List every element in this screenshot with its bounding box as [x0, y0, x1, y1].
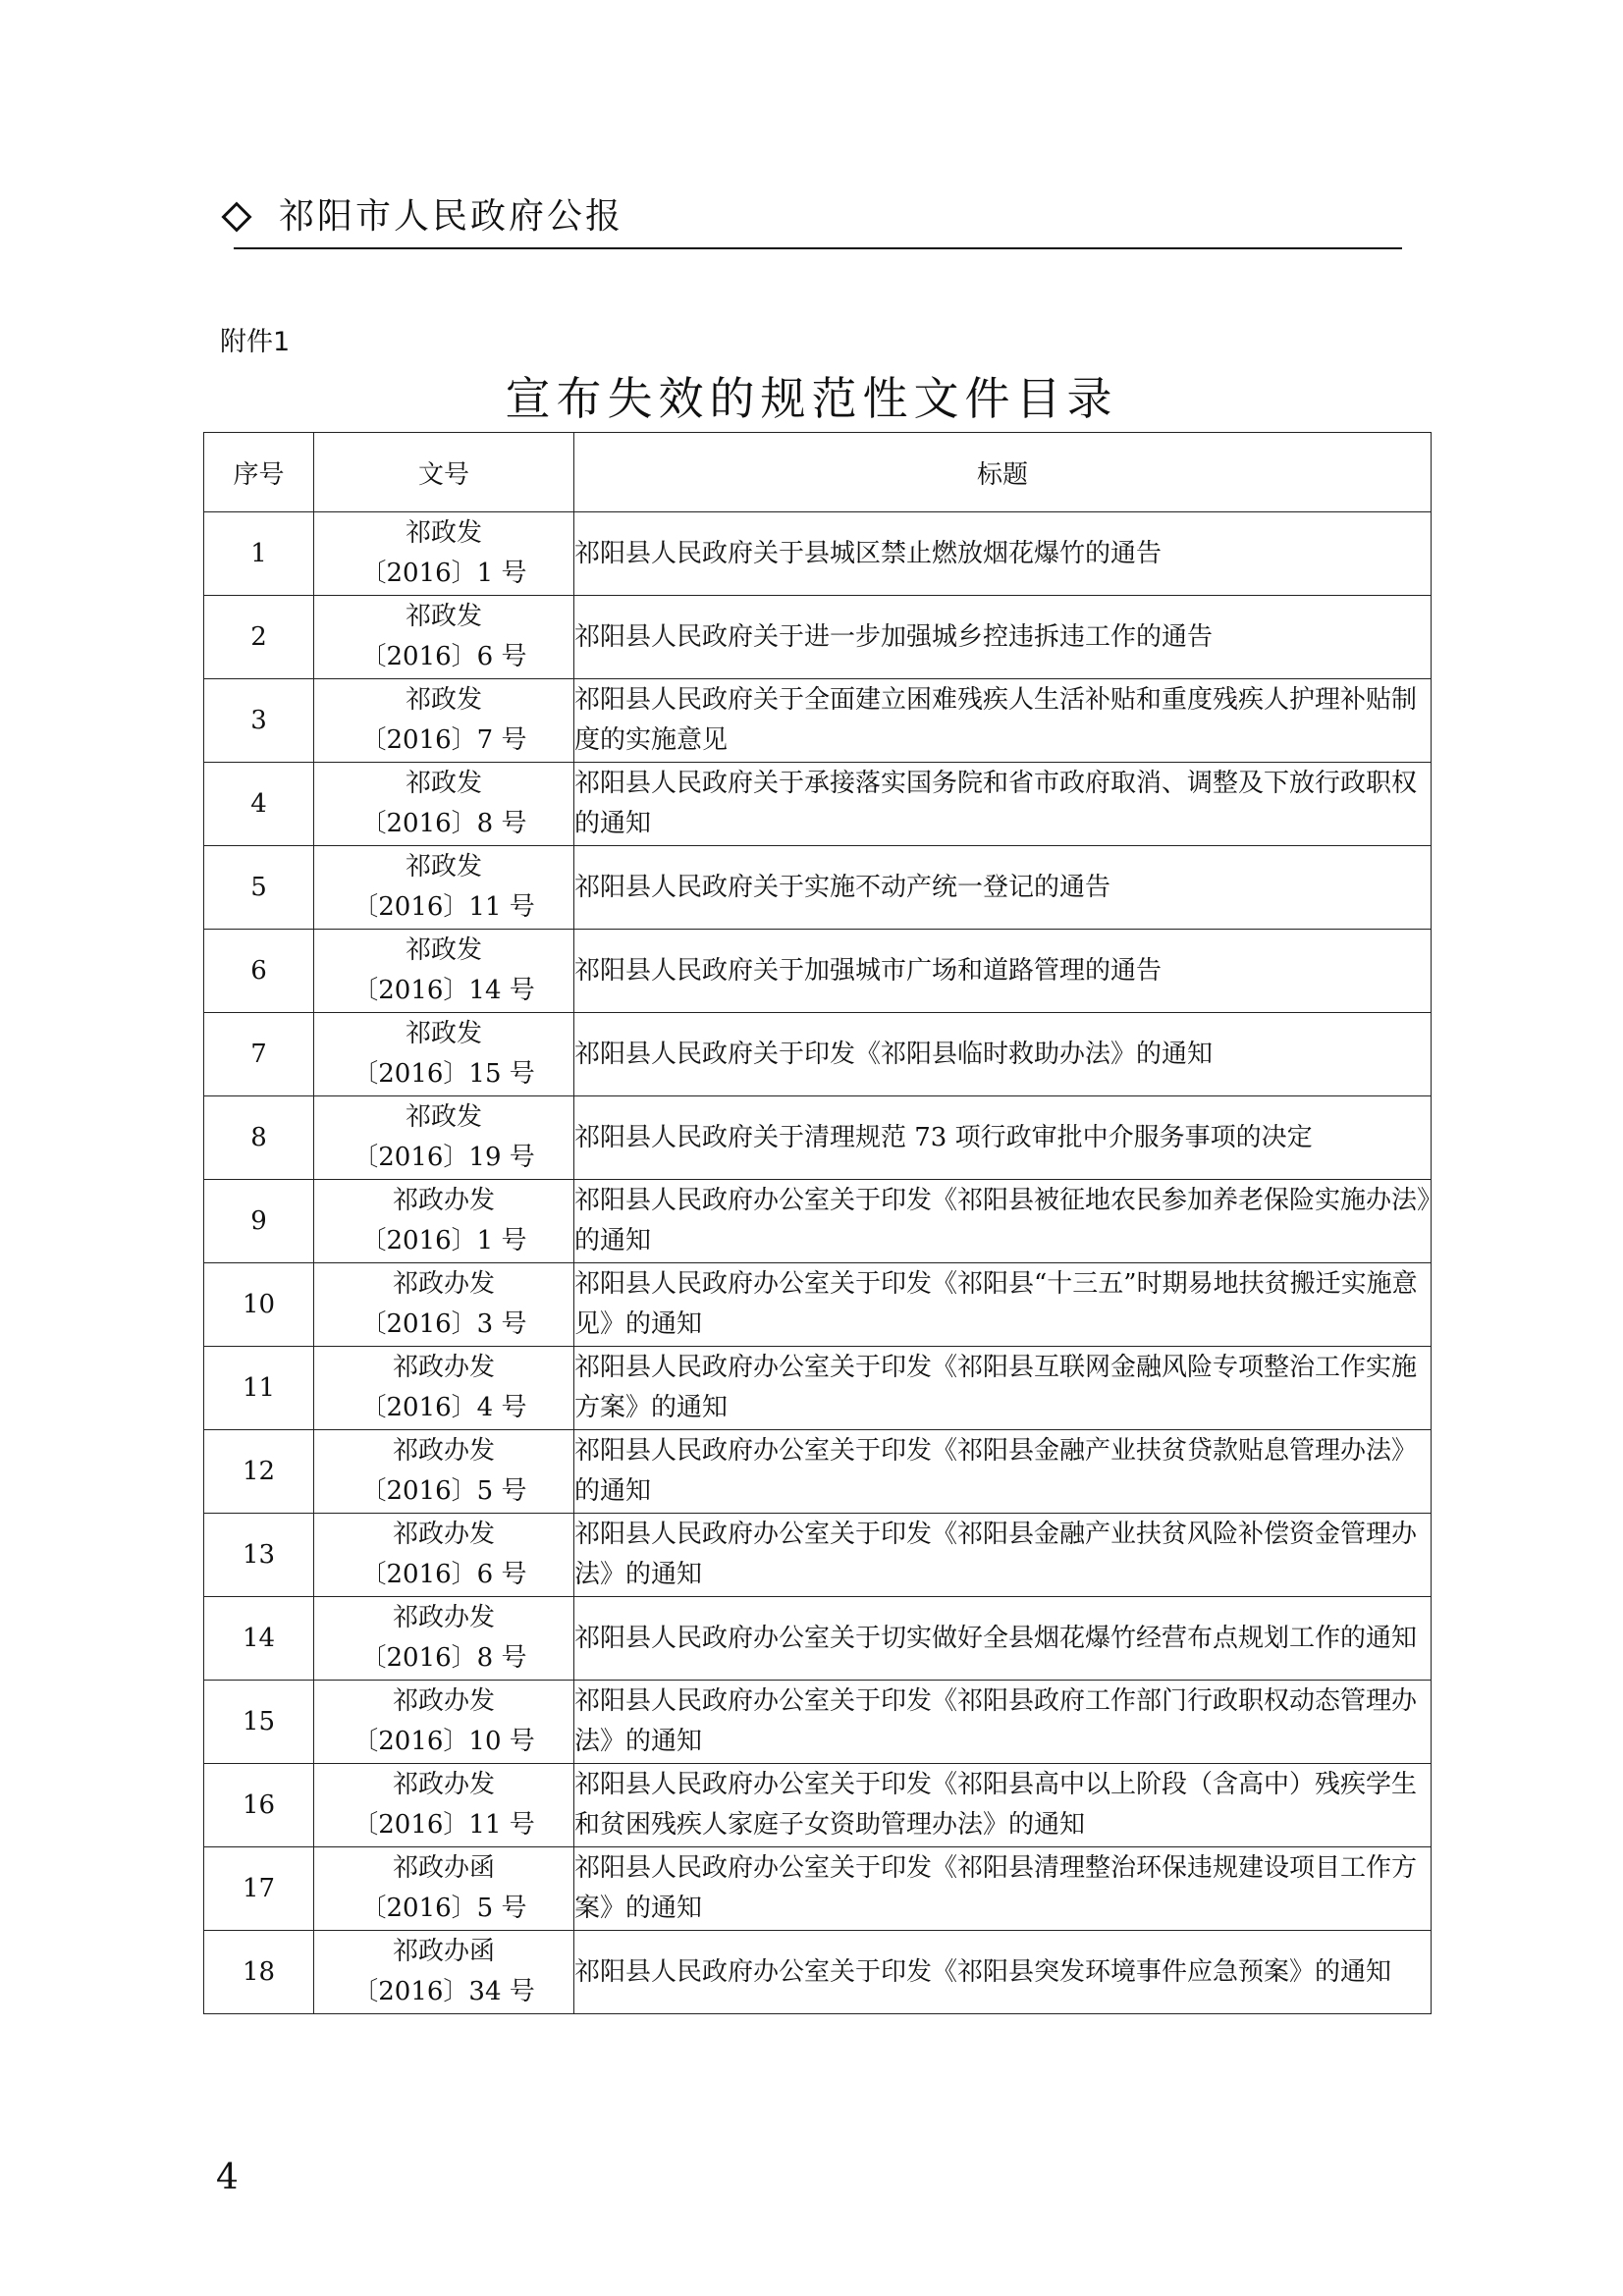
- publication-title: 祁阳市人民政府公报: [279, 196, 624, 237]
- table-header-row: [204, 433, 1432, 512]
- document-title-cell: 祁阳县人民政府关于承接落实国务院和省市政府取消、调整及下放行政职权的通知: [574, 763, 1432, 846]
- doc-number-issuer: 祁政办发: [392, 1603, 495, 1632]
- row-index: 16: [204, 1764, 314, 1847]
- table-row: [204, 679, 1432, 763]
- table-row: [204, 1096, 1432, 1180]
- row-index: 12: [204, 1430, 314, 1514]
- doc-number-cell: [314, 1597, 574, 1681]
- doc-number-issuer: 祁政办发: [392, 1353, 495, 1382]
- doc-number-issuer: 祁政办发: [392, 1269, 495, 1299]
- doc-number-year: 〔2016〕19 号: [352, 1143, 535, 1172]
- doc-number-year: 〔2016〕10 号: [352, 1727, 535, 1756]
- row-index: 13: [204, 1514, 314, 1597]
- document-title-cell: 祁阳县人民政府办公室关于印发《祁阳县被征地农民参加养老保险实施办法》的通知: [574, 1180, 1432, 1263]
- doc-number-cell: [314, 512, 574, 596]
- document-title-cell: 祁阳县人民政府关于进一步加强城乡控违拆违工作的通告: [574, 596, 1432, 679]
- table-row: [204, 1931, 1432, 2014]
- row-index: 17: [204, 1847, 314, 1931]
- doc-number-year: 〔2016〕34 号: [352, 1977, 535, 2006]
- document-title-cell: 祁阳县人民政府关于全面建立困难残疾人生活补贴和重度残疾人护理补贴制度的实施意见: [574, 679, 1432, 763]
- document-title-cell: 祁阳县人民政府办公室关于印发《祁阳县金融产业扶贫风险补偿资金管理办法》的通知: [574, 1514, 1432, 1597]
- table-row: [204, 1597, 1432, 1681]
- document-title-cell: 祁阳县人民政府关于实施不动产统一登记的通告: [574, 846, 1432, 930]
- table-row: [204, 1430, 1432, 1514]
- doc-number-year: 〔2016〕5 号: [360, 1476, 527, 1506]
- table-row: [204, 1263, 1432, 1347]
- row-index: 1: [204, 512, 314, 596]
- doc-number-year: 〔2016〕1 号: [360, 559, 527, 588]
- table-row: [204, 512, 1432, 596]
- doc-number-cell: [314, 930, 574, 1013]
- doc-number-cell: [314, 1263, 574, 1347]
- doc-number-issuer: 祁政发: [405, 1102, 482, 1132]
- doc-number-issuer: 祁政发: [405, 1019, 482, 1048]
- doc-number-year: 〔2016〕6 号: [360, 642, 527, 671]
- doc-number-cell: [314, 1847, 574, 1931]
- doc-number-cell: [314, 1013, 574, 1096]
- doc-number-year: 〔2016〕15 号: [352, 1059, 535, 1089]
- doc-number-year: 〔2016〕11 号: [352, 892, 535, 922]
- doc-number-year: 〔2016〕6 号: [360, 1560, 527, 1589]
- column-header-doc-number: 文号: [314, 433, 574, 512]
- document-title-cell: 祁阳县人民政府关于加强城市广场和道路管理的通告: [574, 930, 1432, 1013]
- doc-number-year: 〔2016〕3 号: [360, 1309, 527, 1339]
- document-title-cell: 祁阳县人民政府办公室关于印发《祁阳县“十三五”时期易地扶贫搬迁实施意见》的通知: [574, 1263, 1432, 1347]
- doc-number-year: 〔2016〕8 号: [360, 1643, 527, 1673]
- document-list-table: [203, 432, 1432, 2014]
- document-title-cell: 祁阳县人民政府办公室关于印发《祁阳县突发环境事件应急预案》的通知: [574, 1931, 1432, 2014]
- doc-number-year: 〔2016〕1 号: [360, 1226, 527, 1255]
- doc-number-issuer: 祁政发: [405, 685, 482, 715]
- doc-number-cell: [314, 1430, 574, 1514]
- doc-number-cell: [314, 1681, 574, 1764]
- document-title-cell: 祁阳县人民政府办公室关于印发《祁阳县高中以上阶段（含高中）残疾学生和贫困残疾人家庭子女资助管理办法》的通知: [574, 1764, 1432, 1847]
- doc-number-issuer: 祁政办发: [392, 1186, 495, 1215]
- row-index: 5: [204, 846, 314, 930]
- doc-number-issuer: 祁政办函: [392, 1937, 495, 1966]
- row-index: 15: [204, 1681, 314, 1764]
- table-row: [204, 930, 1432, 1013]
- row-index: 3: [204, 679, 314, 763]
- doc-number-year: 〔2016〕14 号: [352, 976, 535, 1005]
- column-header-title: 标题: [574, 433, 1432, 512]
- document-title-cell: 祁阳县人民政府关于清理规范 73 项行政审批中介服务事项的决定: [574, 1096, 1432, 1180]
- doc-number-issuer: 祁政发: [405, 852, 482, 881]
- doc-number-issuer: 祁政发: [405, 602, 482, 631]
- doc-number-year: 〔2016〕4 号: [360, 1393, 527, 1422]
- table-row: [204, 1681, 1432, 1764]
- document-title-cell: 祁阳县人民政府关于印发《祁阳县临时救助办法》的通知: [574, 1013, 1432, 1096]
- row-index: 14: [204, 1597, 314, 1681]
- row-index: 6: [204, 930, 314, 1013]
- row-index: 7: [204, 1013, 314, 1096]
- doc-number-cell: [314, 1514, 574, 1597]
- row-index: 10: [204, 1263, 314, 1347]
- doc-number-issuer: 祁政发: [405, 769, 482, 798]
- row-index: 9: [204, 1180, 314, 1263]
- row-index: 11: [204, 1347, 314, 1430]
- row-index: 18: [204, 1931, 314, 2014]
- doc-number-issuer: 祁政办发: [392, 1520, 495, 1549]
- doc-number-year: 〔2016〕7 号: [360, 725, 527, 755]
- table-row: [204, 1847, 1432, 1931]
- doc-number-cell: [314, 763, 574, 846]
- doc-number-cell: [314, 596, 574, 679]
- document-title-cell: 祁阳县人民政府办公室关于印发《祁阳县政府工作部门行政职权动态管理办法》的通知: [574, 1681, 1432, 1764]
- doc-number-year: 〔2016〕8 号: [360, 809, 527, 838]
- row-index: 8: [204, 1096, 314, 1180]
- diamond-icon: [221, 201, 251, 232]
- doc-number-issuer: 祁政发: [405, 935, 482, 965]
- table-row: [204, 1764, 1432, 1847]
- doc-number-issuer: 祁政办函: [392, 1853, 495, 1883]
- document-title-cell: 祁阳县人民政府办公室关于切实做好全县烟花爆竹经营布点规划工作的通知: [574, 1597, 1432, 1681]
- table-row: [204, 1013, 1432, 1096]
- doc-number-issuer: 祁政办发: [392, 1770, 495, 1799]
- row-index: 4: [204, 763, 314, 846]
- doc-number-cell: [314, 1764, 574, 1847]
- doc-number-cell: [314, 846, 574, 930]
- doc-number-cell: [314, 1347, 574, 1430]
- document-title-cell: 祁阳县人民政府办公室关于印发《祁阳县金融产业扶贫贷款贴息管理办法》的通知: [574, 1430, 1432, 1514]
- doc-number-year: 〔2016〕5 号: [360, 1894, 527, 1923]
- table-row: [204, 596, 1432, 679]
- row-index: 2: [204, 596, 314, 679]
- doc-number-cell: [314, 679, 574, 763]
- doc-number-cell: [314, 1096, 574, 1180]
- attachment-label: 附件1: [220, 327, 291, 357]
- document-title: 宣布失效的规范性文件目录: [505, 372, 1118, 425]
- doc-number-issuer: 祁政办发: [392, 1436, 495, 1466]
- doc-number-year: 〔2016〕11 号: [352, 1810, 535, 1840]
- doc-number-cell: [314, 1931, 574, 2014]
- page-header: [218, 192, 1408, 251]
- table-row: [204, 846, 1432, 930]
- doc-number-cell: [314, 1180, 574, 1263]
- header-divider: [234, 247, 1402, 249]
- table-row: [204, 763, 1432, 846]
- document-title-cell: 祁阳县人民政府关于县城区禁止燃放烟花爆竹的通告: [574, 512, 1432, 596]
- column-header-index: 序号: [204, 433, 314, 512]
- table-row: [204, 1180, 1432, 1263]
- table-row: [204, 1514, 1432, 1597]
- table-row: [204, 1347, 1432, 1430]
- table-body: [204, 512, 1432, 2014]
- page-number: 4: [216, 2158, 239, 2198]
- document-title-cell: 祁阳县人民政府办公室关于印发《祁阳县互联网金融风险专项整治工作实施方案》的通知: [574, 1347, 1432, 1430]
- doc-number-issuer: 祁政发: [405, 518, 482, 548]
- doc-number-issuer: 祁政办发: [392, 1686, 495, 1716]
- document-title-cell: 祁阳县人民政府办公室关于印发《祁阳县清理整治环保违规建设项目工作方案》的通知: [574, 1847, 1432, 1931]
